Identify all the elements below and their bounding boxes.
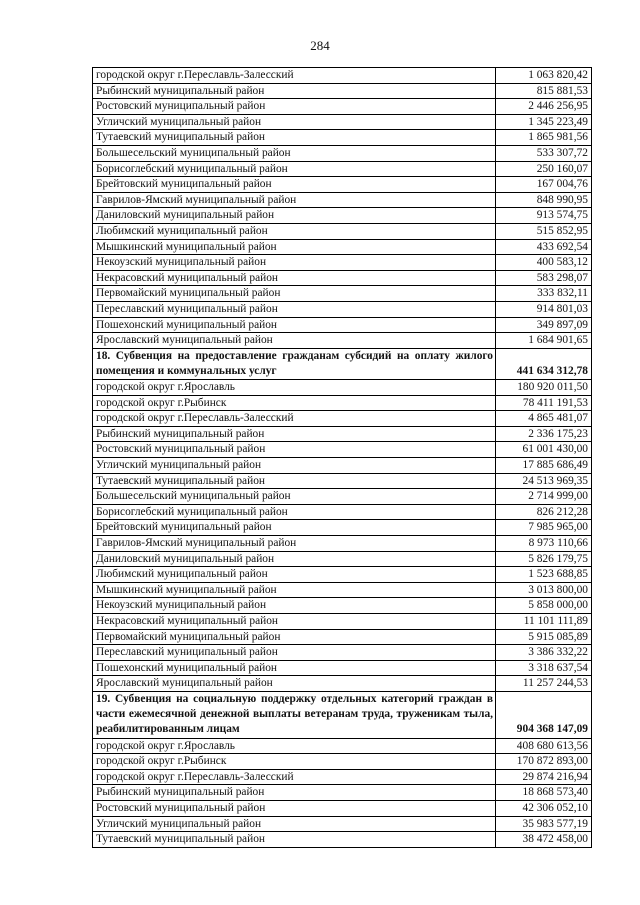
table-row: [93, 286, 592, 302]
table-row: [93, 395, 592, 411]
district-name: Тутаевский муниципальный район: [93, 832, 496, 848]
table-row: [93, 676, 592, 692]
amount-value: 433 692,54: [496, 239, 592, 255]
amount-value: 1 345 223,49: [496, 114, 592, 130]
amount-value: 1 063 820,42: [496, 68, 592, 84]
amount-value: 848 990,95: [496, 192, 592, 208]
amount-value: 5 915 085,89: [496, 629, 592, 645]
amount-value: 180 920 011,50: [496, 380, 592, 396]
amount-value: 35 983 577,19: [496, 816, 592, 832]
district-name: Большесельский муниципальный район: [93, 489, 496, 505]
amount-value: 42 306 052,10: [496, 800, 592, 816]
amount-value: 4 865 481,07: [496, 411, 592, 427]
amount-value: 167 004,76: [496, 177, 592, 193]
table-row: [93, 380, 592, 396]
table-row: [93, 192, 592, 208]
district-name: Тутаевский муниципальный район: [93, 130, 496, 146]
table-row: [93, 754, 592, 770]
table-row: [93, 816, 592, 832]
amount-value: 400 583,12: [496, 255, 592, 271]
amount-value: 3 386 332,22: [496, 645, 592, 661]
table-row: [93, 223, 592, 239]
table-row: [93, 130, 592, 146]
section-total: 441 634 312,78: [496, 348, 592, 379]
amount-value: 18 868 573,40: [496, 785, 592, 801]
amount-value: 38 472 458,00: [496, 832, 592, 848]
table-row: [93, 239, 592, 255]
district-name: Мышкинский муниципальный район: [93, 582, 496, 598]
district-name: Первомайский муниципальный район: [93, 286, 496, 302]
table-row: [93, 520, 592, 536]
table-row: [93, 317, 592, 333]
district-name: Любимский муниципальный район: [93, 223, 496, 239]
table-row: [93, 473, 592, 489]
amount-value: 8 973 110,66: [496, 536, 592, 552]
district-name: Переславский муниципальный район: [93, 301, 496, 317]
district-name: Некоузский муниципальный район: [93, 255, 496, 271]
amount-value: 815 881,53: [496, 83, 592, 99]
district-name: городской округ г.Ярославль: [93, 738, 496, 754]
amount-value: 3 318 637,54: [496, 660, 592, 676]
district-name: Брейтовский муниципальный район: [93, 177, 496, 193]
table-row: [93, 504, 592, 520]
table-row: [93, 333, 592, 349]
district-name: городской округ г.Переславль-Залесский: [93, 68, 496, 84]
page-number: 284: [310, 38, 330, 53]
amount-value: 3 013 800,00: [496, 582, 592, 598]
district-name: Ростовский муниципальный район: [93, 442, 496, 458]
district-name: Угличский муниципальный район: [93, 458, 496, 474]
table-row: [93, 208, 592, 224]
district-name: городской округ г.Рыбинск: [93, 395, 496, 411]
table-row: [93, 411, 592, 427]
district-name: Ростовский муниципальный район: [93, 800, 496, 816]
amount-value: 913 574,75: [496, 208, 592, 224]
district-name: городской округ г.Переславль-Залесский: [93, 769, 496, 785]
amount-value: 349 897,09: [496, 317, 592, 333]
district-name: Ростовский муниципальный район: [93, 99, 496, 115]
table-row: [93, 598, 592, 614]
district-name: Мышкинский муниципальный район: [93, 239, 496, 255]
table-row: [93, 177, 592, 193]
amount-value: 78 411 191,53: [496, 395, 592, 411]
table-row: [93, 426, 592, 442]
table-row: [93, 255, 592, 271]
amount-value: 2 446 256,95: [496, 99, 592, 115]
district-name: Тутаевский муниципальный район: [93, 473, 496, 489]
amount-value: 11 101 111,89: [496, 614, 592, 630]
district-name: Угличский муниципальный район: [93, 114, 496, 130]
amount-value: 914 801,03: [496, 301, 592, 317]
section-header-row: [93, 691, 592, 738]
district-name: Рыбинский муниципальный район: [93, 785, 496, 801]
district-name: Гаврилов-Ямский муниципальный район: [93, 192, 496, 208]
amount-value: 5 858 000,00: [496, 598, 592, 614]
amount-value: 408 680 613,56: [496, 738, 592, 754]
section-total: 904 368 147,09: [496, 691, 592, 738]
table-row: [93, 536, 592, 552]
budget-table-body: [93, 68, 592, 848]
district-name: Некрасовский муниципальный район: [93, 270, 496, 286]
amount-value: 5 826 179,75: [496, 551, 592, 567]
table-row: [93, 489, 592, 505]
district-name: Борисоглебский муниципальный район: [93, 161, 496, 177]
table-row: [93, 442, 592, 458]
amount-value: 1 684 901,65: [496, 333, 592, 349]
district-name: Даниловский муниципальный район: [93, 551, 496, 567]
district-name: Большесельский муниципальный район: [93, 145, 496, 161]
district-name: Даниловский муниципальный район: [93, 208, 496, 224]
table-row: [93, 99, 592, 115]
table-row: [93, 270, 592, 286]
section-title: 18. Субвенция на предоставление гражданам субсидий на оплату жилого помещения и коммунальных услуг: [93, 348, 496, 379]
amount-value: 17 885 686,49: [496, 458, 592, 474]
district-name: Рыбинский муниципальный район: [93, 426, 496, 442]
district-name: Некоузский муниципальный район: [93, 598, 496, 614]
amount-value: 2 336 175,23: [496, 426, 592, 442]
district-name: Ярославский муниципальный район: [93, 333, 496, 349]
district-name: Борисоглебский муниципальный район: [93, 504, 496, 520]
table-row: [93, 629, 592, 645]
amount-value: 61 001 430,00: [496, 442, 592, 458]
budget-table: [92, 67, 592, 848]
amount-value: 583 298,07: [496, 270, 592, 286]
district-name: Переславский муниципальный район: [93, 645, 496, 661]
section-header-row: [93, 348, 592, 379]
district-name: Пошехонский муниципальный район: [93, 660, 496, 676]
table-row: [93, 301, 592, 317]
table-row: [93, 145, 592, 161]
table-row: [93, 645, 592, 661]
table-row: [93, 551, 592, 567]
table-row: [93, 582, 592, 598]
table-row: [93, 785, 592, 801]
district-name: городской округ г.Рыбинск: [93, 754, 496, 770]
amount-value: 533 307,72: [496, 145, 592, 161]
district-name: Любимский муниципальный район: [93, 567, 496, 583]
district-name: Некрасовский муниципальный район: [93, 614, 496, 630]
table-row: [93, 83, 592, 99]
amount-value: 515 852,95: [496, 223, 592, 239]
table-row: [93, 68, 592, 84]
district-name: Рыбинский муниципальный район: [93, 83, 496, 99]
district-name: Ярославский муниципальный район: [93, 676, 496, 692]
amount-value: 2 714 999,00: [496, 489, 592, 505]
table-row: [93, 832, 592, 848]
table-row: [93, 458, 592, 474]
amount-value: 826 212,28: [496, 504, 592, 520]
amount-value: 333 832,11: [496, 286, 592, 302]
amount-value: 1 523 688,85: [496, 567, 592, 583]
table-row: [93, 800, 592, 816]
table-row: [93, 769, 592, 785]
district-name: городской округ г.Переславль-Залесский: [93, 411, 496, 427]
amount-value: 7 985 965,00: [496, 520, 592, 536]
amount-value: 170 872 893,00: [496, 754, 592, 770]
amount-value: 1 865 981,56: [496, 130, 592, 146]
amount-value: 11 257 244,53: [496, 676, 592, 692]
table-row: [93, 161, 592, 177]
section-title: 19. Субвенция на социальную поддержку отдельных категорий граждан в части ежемесячной денежной выплаты ветеранам труда, труженикам тыла, реабилитированным лицам: [93, 691, 496, 738]
table-row: [93, 114, 592, 130]
district-name: Брейтовский муниципальный район: [93, 520, 496, 536]
table-row: [93, 614, 592, 630]
district-name: городской округ г.Ярославль: [93, 380, 496, 396]
amount-value: 29 874 216,94: [496, 769, 592, 785]
amount-value: 250 160,07: [496, 161, 592, 177]
district-name: Первомайский муниципальный район: [93, 629, 496, 645]
district-name: Пошехонский муниципальный район: [93, 317, 496, 333]
table-row: [93, 738, 592, 754]
district-name: Угличский муниципальный район: [93, 816, 496, 832]
table-row: [93, 567, 592, 583]
amount-value: 24 513 969,35: [496, 473, 592, 489]
district-name: Гаврилов-Ямский муниципальный район: [93, 536, 496, 552]
table-row: [93, 660, 592, 676]
